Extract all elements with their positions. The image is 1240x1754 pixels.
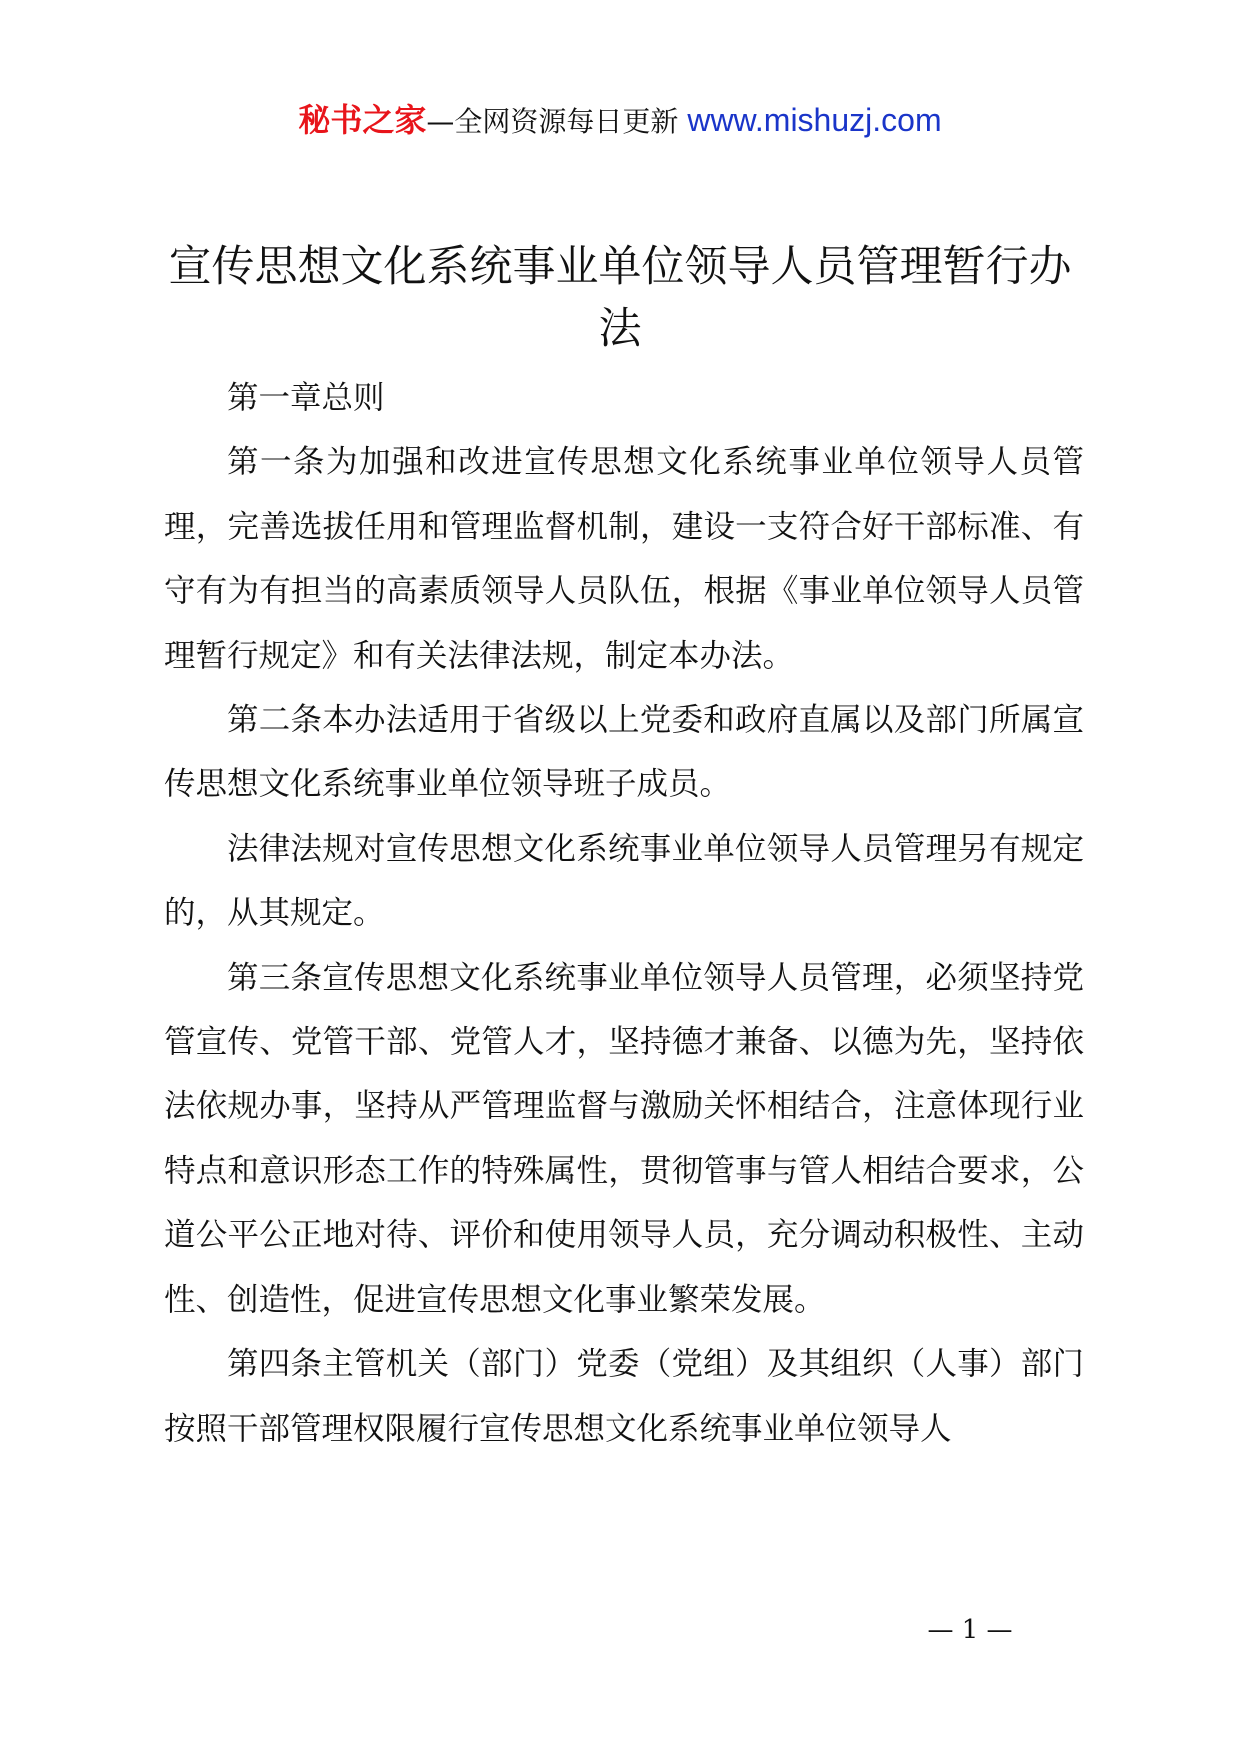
document-title: 宣传思想文化系统事业单位领导人员管理暂行办法: [168, 242, 1072, 354]
site-tagline: —全网资源每日更新: [426, 105, 688, 138]
paragraph-article-3: 第三条宣传思想文化系统事业单位领导人员管理，必须坚持党管宣传、党管干部、党管人才，坚持德才兼备、以德为先，坚持依法依规办事，坚持从严管理监督与激励关怀相结合，注意体现行业特点和意识形态工作的特殊属性，贯彻管事与管人相结合要求，公道公平公正地对待、评价和使用领导人员，充分调动积极性、主动性、创造性，促进宣传思想文化事业繁荣发展。: [164, 959, 1084, 1318]
paragraph-article-4: 第四条主管机关（部门）党委（党组）及其组织（人事）部门按照干部管理权限履行宣传思想文化系统事业单位领导人: [164, 1346, 1084, 1447]
site-brand[interactable]: 秘书之家: [298, 101, 427, 139]
page-number: — 1 —: [927, 1615, 1013, 1645]
site-url-link[interactable]: www.mishuzj.com: [687, 102, 942, 138]
paragraph-article-2-note: 法律法规对宣传思想文化系统事业单位领导人员管理另有规定的，从其规定。: [164, 830, 1084, 932]
paragraph-article-2: 第二条本办法适用于省级以上党委和政府直属以及部门所属宣传思想文化系统事业单位领导班子成员。: [164, 702, 1084, 803]
chapter-heading: 第一章总则: [227, 380, 385, 416]
paragraph-article-1: 第一条为加强和改进宣传思想文化系统事业单位领导人员管理，完善选拔任用和管理监督机制，建设一支符合好干部标准、有守有为有担当的高素质领导人员队伍，根据《事业单位领导人员管理暂行规定》和有关法律法规，制定本办法。: [164, 444, 1084, 674]
site-header: [0, 98, 1240, 144]
document-body: [164, 366, 1084, 1461]
